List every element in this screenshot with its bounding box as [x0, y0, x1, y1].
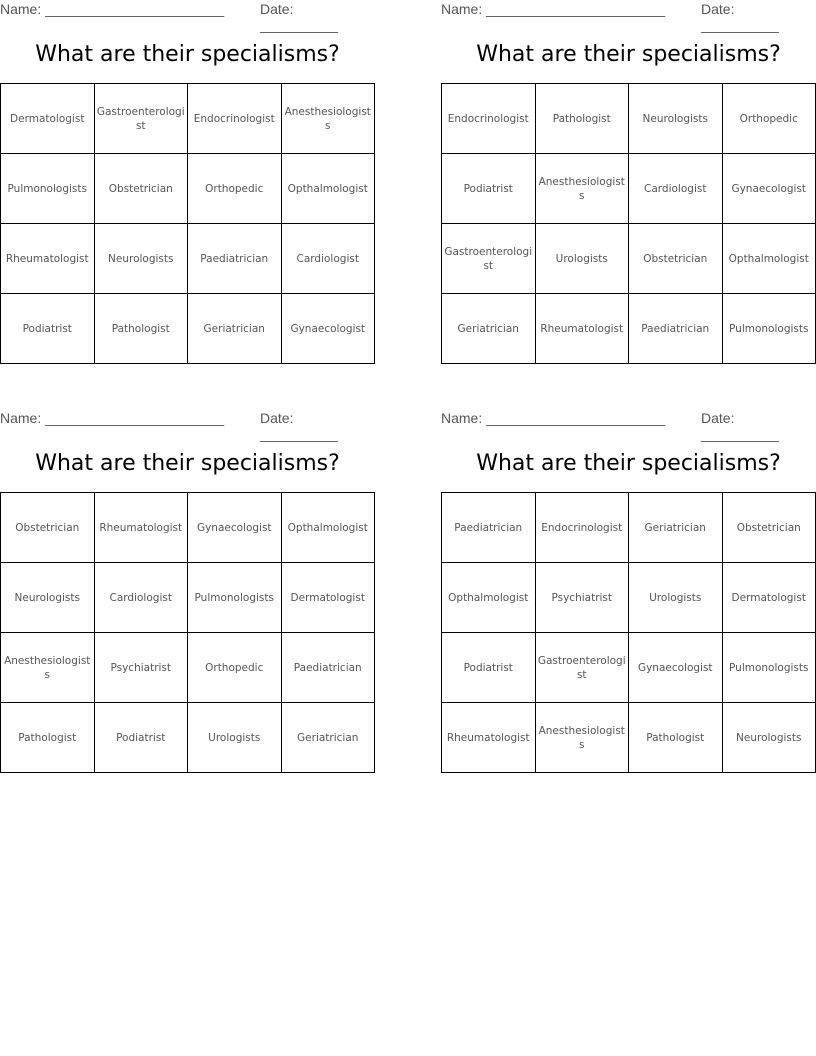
name-field: Name: _______________________: [441, 410, 666, 426]
bingo-card: [441, 410, 816, 780]
grid-cell: Orthopedic: [722, 84, 816, 154]
grid-row: [442, 294, 816, 364]
grid-row: [1, 294, 375, 364]
card-title: What are their specialisms?: [476, 451, 781, 476]
grid-cell: Endocrinologist: [442, 84, 536, 154]
grid-cell: Anesthesiologists: [1, 633, 95, 703]
name-date-line: [0, 1, 375, 33]
grid-cell: Dermatologist: [722, 563, 816, 633]
grid-cell: Paediatrician: [281, 633, 375, 703]
grid-cell: Anesthesiologists: [281, 84, 375, 154]
grid-cell: Endocrinologist: [188, 84, 282, 154]
grid-cell: Opthalmologist: [722, 224, 816, 294]
grid-cell: Pulmonologists: [188, 563, 282, 633]
grid-cell: Podiatrist: [94, 703, 188, 773]
grid-cell: Rheumatologist: [94, 493, 188, 563]
grid-row: [1, 224, 375, 294]
grid-cell: Obstetrician: [629, 224, 723, 294]
grid-cell: Opthalmologist: [442, 563, 536, 633]
grid-cell: Gynaecologist: [629, 633, 723, 703]
date-field: Date: __________: [701, 410, 779, 442]
grid-cell: Geriatrician: [188, 294, 282, 364]
name-date-line: [441, 1, 816, 33]
grid-row: [442, 493, 816, 563]
grid-cell: Podiatrist: [1, 294, 95, 364]
grid-row: [442, 84, 816, 154]
grid-cell: Dermatologist: [281, 563, 375, 633]
grid-cell: Urologists: [629, 563, 723, 633]
grid-cell: Gynaecologist: [281, 294, 375, 364]
grid-cell: Anesthesiologists: [535, 154, 629, 224]
bingo-grid: [0, 83, 375, 364]
grid-cell: Pathologist: [94, 294, 188, 364]
bingo-card: [0, 1, 375, 371]
card-title: What are their specialisms?: [35, 42, 340, 67]
grid-cell: Gastroenterologist: [442, 224, 536, 294]
name-field: Name: _______________________: [0, 1, 225, 17]
grid-cell: Orthopedic: [188, 633, 282, 703]
grid-cell: Cardiologist: [281, 224, 375, 294]
grid-cell: Urologists: [188, 703, 282, 773]
grid-cell: Paediatrician: [188, 224, 282, 294]
grid-cell: Rheumatologist: [535, 294, 629, 364]
name-date-line: [0, 410, 375, 442]
grid-cell: Pathologist: [629, 703, 723, 773]
grid-cell: Gynaecologist: [722, 154, 816, 224]
grid-cell: Pathologist: [1, 703, 95, 773]
grid-row: [1, 633, 375, 703]
grid-cell: Pulmonologists: [722, 294, 816, 364]
date-field: Date: __________: [260, 1, 338, 33]
grid-cell: Geriatrician: [442, 294, 536, 364]
grid-cell: Pathologist: [535, 84, 629, 154]
grid-cell: Gastroenterologist: [94, 84, 188, 154]
grid-cell: Neurologists: [629, 84, 723, 154]
grid-cell: Podiatrist: [442, 154, 536, 224]
grid-row: [1, 84, 375, 154]
grid-cell: Neurologists: [1, 563, 95, 633]
grid-cell: Cardiologist: [629, 154, 723, 224]
grid-cell: Urologists: [535, 224, 629, 294]
date-field: Date: __________: [701, 1, 779, 33]
bingo-grid: [441, 492, 816, 773]
date-field: Date: __________: [260, 410, 338, 442]
grid-cell: Pulmonologists: [1, 154, 95, 224]
name-field: Name: _______________________: [441, 1, 666, 17]
bingo-grid: [0, 492, 375, 773]
card-title: What are their specialisms?: [35, 451, 340, 476]
grid-cell: Podiatrist: [442, 633, 536, 703]
grid-cell: Geriatrician: [629, 493, 723, 563]
grid-cell: Psychiatrist: [535, 563, 629, 633]
grid-cell: Paediatrician: [442, 493, 536, 563]
bingo-grid: [441, 83, 816, 364]
grid-cell: Opthalmologist: [281, 154, 375, 224]
name-date-line: [441, 410, 816, 442]
card-title: What are their specialisms?: [476, 42, 781, 67]
grid-cell: Orthopedic: [188, 154, 282, 224]
grid-row: [1, 493, 375, 563]
grid-row: [442, 224, 816, 294]
grid-cell: Rheumatologist: [442, 703, 536, 773]
name-field: Name: _______________________: [0, 410, 225, 426]
bingo-card: [441, 1, 816, 371]
grid-row: [442, 154, 816, 224]
grid-cell: Obstetrician: [1, 493, 95, 563]
grid-cell: Neurologists: [722, 703, 816, 773]
grid-cell: Obstetrician: [722, 493, 816, 563]
grid-cell: Opthalmologist: [281, 493, 375, 563]
grid-row: [442, 703, 816, 773]
grid-row: [1, 154, 375, 224]
grid-cell: Paediatrician: [629, 294, 723, 364]
grid-cell: Rheumatologist: [1, 224, 95, 294]
grid-cell: Neurologists: [94, 224, 188, 294]
grid-cell: Gastroenterologist: [535, 633, 629, 703]
grid-cell: Dermatologist: [1, 84, 95, 154]
grid-row: [442, 563, 816, 633]
grid-row: [1, 563, 375, 633]
bingo-card: [0, 410, 375, 780]
grid-cell: Cardiologist: [94, 563, 188, 633]
grid-cell: Gynaecologist: [188, 493, 282, 563]
grid-row: [442, 633, 816, 703]
grid-cell: Pulmonologists: [722, 633, 816, 703]
grid-cell: Anesthesiologists: [535, 703, 629, 773]
grid-cell: Geriatrician: [281, 703, 375, 773]
grid-row: [1, 703, 375, 773]
grid-cell: Obstetrician: [94, 154, 188, 224]
grid-cell: Endocrinologist: [535, 493, 629, 563]
grid-cell: Psychiatrist: [94, 633, 188, 703]
